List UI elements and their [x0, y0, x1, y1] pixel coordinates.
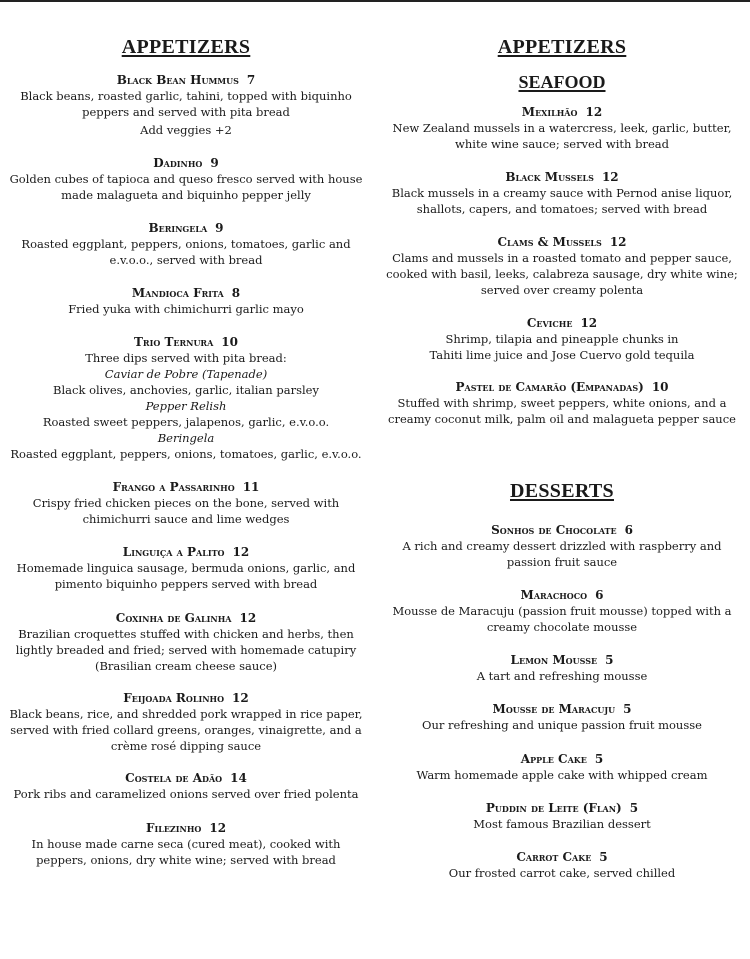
item-price: 8 [231, 286, 241, 300]
item-description: passion fruit sauce [506, 555, 618, 569]
item-description: Our frosted carrot cake, served chilled [448, 866, 676, 880]
item-description: Stuffed with shrimp, sweet peppers, white onions, and a [397, 396, 727, 410]
menu-item-carrot-cake [376, 849, 748, 881]
menu-item-coxinha-de-galinha [0, 610, 372, 674]
menu-item-mandioca-frita [0, 285, 372, 317]
menu-item-marachoco [376, 587, 748, 635]
item-description: made malagueta and biquinho pepper jelly [61, 188, 311, 202]
item-price: 6 [595, 588, 604, 602]
item-name: Linguiça a Palito [122, 545, 225, 559]
item-description: Warm homemade apple cake with whipped cream [416, 768, 708, 782]
item-description: Golden cubes of tapioca and queso fresco served with house [9, 172, 363, 186]
dip-name: Beringela [157, 431, 215, 445]
item-price: 12 [609, 235, 627, 249]
item-description: Black mussels in a creamy sauce with Pernod anise liquor, [391, 186, 733, 200]
item-name: Dadinho [153, 156, 203, 170]
item-name: Mexilhão [521, 105, 578, 119]
item-name: Clams & Mussels [497, 235, 602, 249]
item-price: 6 [624, 523, 633, 537]
menu-item-puddin-de-leite [376, 800, 748, 832]
item-description: Clams and mussels in a roasted tomato and pepper sauce, [392, 251, 732, 265]
dip-name: Pepper Relish [145, 399, 227, 413]
item-price: 14 [230, 771, 247, 785]
item-price: 12 [601, 170, 619, 184]
dip-description: Black olives, anchovies, garlic, italian parsley [53, 383, 319, 397]
dip-description: Roasted sweet peppers, jalapenos, garlic, e.v.o.o. [42, 415, 330, 429]
menu-item-clams-and-mussels [376, 234, 748, 298]
item-price: 12 [585, 105, 603, 119]
menu-item-mousse-de-maracuju [376, 701, 748, 733]
item-description: New Zealand mussels in a watercress, leek, garlic, butter, [392, 121, 732, 135]
item-name: Beringela [148, 221, 208, 235]
item-name: Coxinha de Galinha [115, 611, 232, 625]
item-description: served with fried collard greens, oranges, vinaigrette, and a [10, 723, 362, 737]
item-description: Brazilian croquettes stuffed with chicken and herbs, then [18, 627, 354, 641]
menu-item-ceviche [376, 315, 748, 363]
item-description: cooked with basil, leeks, calabreza sausage, dry white wine; [386, 267, 738, 281]
item-price: 7 [246, 73, 256, 87]
item-price: 12 [580, 316, 598, 330]
item-description: white wine sauce; served with bread [455, 137, 669, 151]
item-name: Marachoco [520, 588, 588, 602]
dip-name: Caviar de Pobre (Tapenade) [104, 367, 268, 381]
menu-item-feijoada-rolinho [0, 690, 372, 754]
item-price: 5 [605, 653, 614, 667]
menu-item-sonhos-de-chocolate [376, 522, 748, 570]
add-veggies-note: Add veggies +2 [140, 123, 232, 137]
item-name: Mousse de Maracuju [492, 702, 616, 716]
item-description: lightly breaded and fried; served with homemade catupiry [15, 643, 357, 657]
item-description: (Brasilian cream cheese sauce) [94, 659, 278, 673]
item-description: Three dips served with pita bread: [85, 351, 287, 365]
item-description: A tart and refreshing mousse [476, 669, 648, 683]
menu-item-linguica-a-palito [0, 544, 372, 592]
item-description: Black beans, roasted garlic, tahini, topped with biquinho [20, 89, 352, 103]
menu-item-beringela [0, 220, 372, 268]
item-name: Filezinho [145, 821, 202, 835]
left-column [0, 2, 372, 959]
appetizers-header: APPETIZERS [497, 36, 627, 58]
item-description: Black beans, rice, and shredded pork wrapped in rice paper, [9, 707, 363, 721]
appetizers-header: APPETIZERS [121, 36, 251, 58]
item-price: 5 [599, 850, 608, 864]
item-price: 12 [239, 611, 257, 625]
item-description: creamy chocolate mousse [486, 620, 638, 634]
item-name: Pastel de Camarão (Empanadas) [455, 380, 644, 394]
item-price: 12 [232, 691, 249, 705]
item-name: Black Bean Hummus [116, 73, 239, 87]
item-description: Mousse de Maracuju (passion fruit mousse) topped with a [392, 604, 732, 618]
item-price: 5 [629, 801, 639, 815]
item-price: 12 [209, 821, 227, 835]
item-description: Tahiti lime juice and Jose Cuervo gold tequila [429, 348, 695, 362]
menu-item-dadinho [0, 155, 372, 203]
item-description: Our refreshing and unique passion fruit mousse [422, 718, 702, 732]
item-description: Pork ribs and caramelized onions served over fried polenta [13, 787, 359, 801]
item-description: Crispy fried chicken pieces on the bone, served with [32, 496, 340, 510]
menu-item-black-bean-hummus [0, 72, 372, 138]
item-description: Most famous Brazilian dessert [473, 817, 651, 831]
item-description: e.v.o.o., served with bread [109, 253, 263, 267]
item-description: crème rosé dipping sauce [110, 739, 262, 753]
menu-item-lemon-mousse [376, 652, 748, 684]
item-name: Mandioca Frita [131, 286, 224, 300]
item-description: peppers and served with pita bread [82, 105, 290, 119]
item-description: creamy coconut milk, palm oil and malagueta pepper sauce [388, 412, 736, 426]
item-name: Lemon Mousse [510, 653, 598, 667]
item-description: served over creamy polenta [480, 283, 644, 297]
item-description: In house made carne seca (cured meat), cooked with [31, 837, 341, 851]
item-name: Carrot Cake [516, 850, 592, 864]
item-price: 10 [221, 335, 238, 349]
item-description: Homemade linguica sausage, bermuda onions, garlic, and [16, 561, 356, 575]
item-name: Apple Cake [520, 752, 587, 766]
item-description: peppers, onions, dry white wine; served with bread [36, 853, 336, 867]
dip-description: Roasted eggplant, peppers, onions, tomatoes, garlic, e.v.o.o. [10, 447, 362, 461]
item-price: 10 [651, 380, 669, 394]
item-description: chimichurri sauce and lime wedges [82, 512, 290, 526]
item-description: shallots, capers, and tomatoes; served with bread [416, 202, 708, 216]
item-name: Black Mussels [505, 170, 594, 184]
item-price: 5 [594, 752, 604, 766]
item-description: Shrimp, tilapia and pineapple chunks in [445, 332, 679, 346]
item-description: pimento biquinho peppers served with bread [54, 577, 318, 591]
item-description: A rich and creamy dessert drizzled with raspberry and [402, 539, 722, 553]
item-price: 11 [242, 480, 260, 494]
menu-item-mexilhao [376, 104, 748, 152]
menu-item-pastel-de-camarao [376, 379, 748, 427]
item-price: 12 [232, 545, 250, 559]
menu-item-frango-a-passarinho [0, 479, 372, 527]
right-column [376, 2, 748, 959]
item-description: Fried yuka with chimichurri garlic mayo [68, 302, 304, 316]
menu-item-filezinho [0, 820, 372, 868]
item-description: Roasted eggplant, peppers, onions, tomatoes, garlic and [21, 237, 351, 251]
item-price: 9 [210, 156, 219, 170]
item-name: Costela de Adão [125, 771, 223, 785]
item-name: Sonhos de Chocolate [491, 523, 617, 537]
item-price: 9 [215, 221, 224, 235]
item-name: Puddin de Leite (Flan) [485, 801, 622, 815]
seafood-header: SEAFOOD [518, 72, 606, 92]
menu-item-apple-cake [376, 751, 748, 783]
item-name: Frango a Passarinho [112, 480, 235, 494]
item-name: Trio Ternura [134, 335, 214, 349]
desserts-header: DESSERTS [510, 480, 614, 502]
menu-item-trio-ternura [0, 334, 372, 462]
item-price: 5 [623, 702, 632, 716]
item-name: Feijoada Rolinho [123, 691, 225, 705]
menu-item-black-mussels [376, 169, 748, 217]
item-name: Ceviche [526, 316, 573, 330]
menu-item-costela-de-adao [0, 770, 372, 802]
